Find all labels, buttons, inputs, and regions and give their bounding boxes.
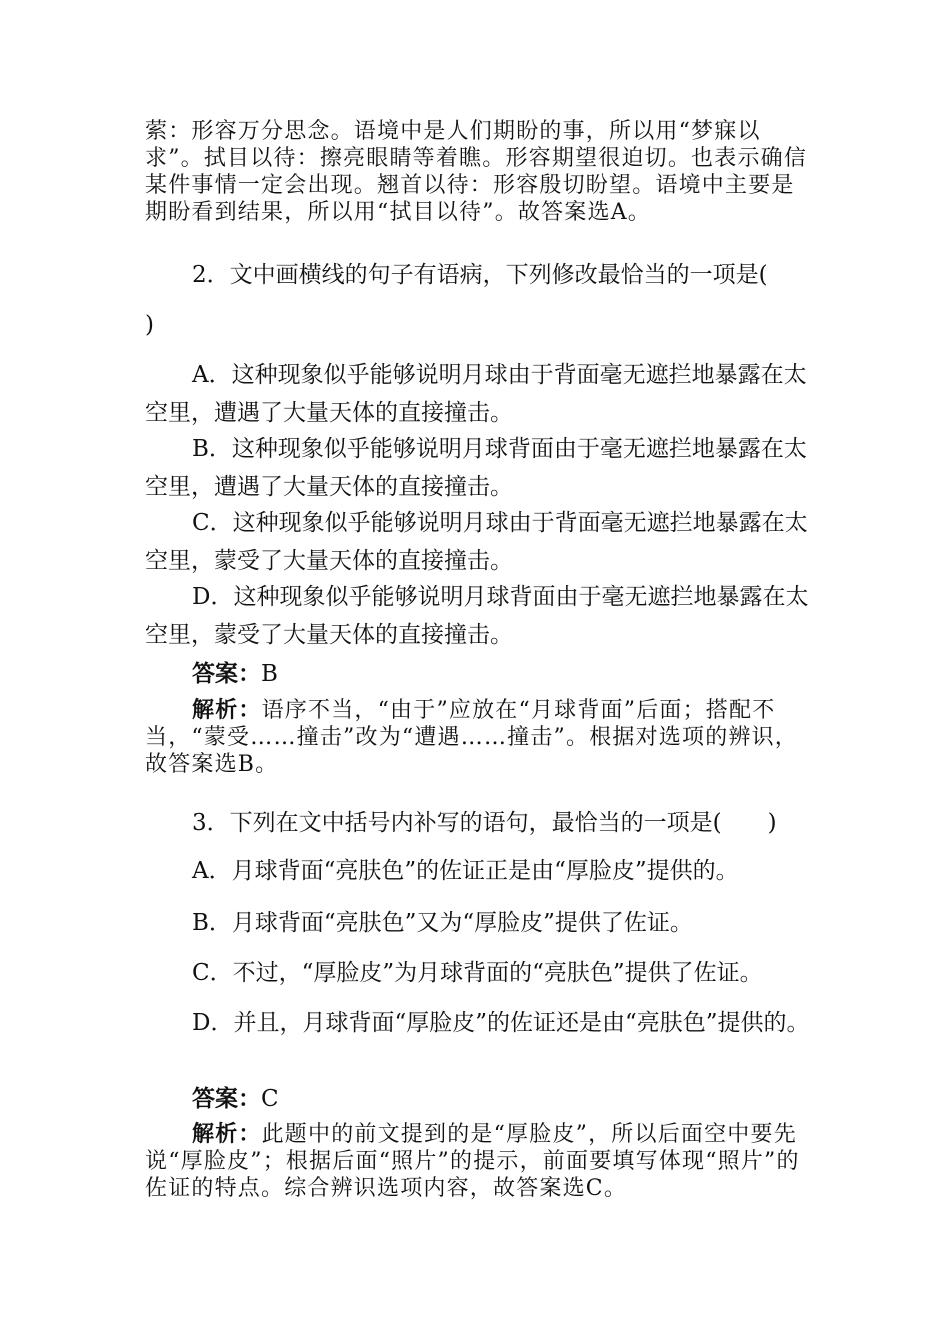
q3-answer-value: C [261,1086,279,1112]
q2-analysis-text: 语序不当，“由于”应放在“月球背面”后面；搭配不当，“蒙受……撞击”改为“遭遇……撞击”。根据对选项的辨识，故答案选B。 [145,698,798,777]
q3-answer [145,1080,810,1118]
q2-option-d: D．这种现象似乎能够说明月球背面由于毫无遮拦地暴露在太空里，蒙受了大量天体的直接撞击。 [145,584,809,648]
q2-option-a: A．这种现象似乎能够说明月球由于背面毫无遮拦地暴露在太空里，遭遇了大量天体的直接撞击。 [145,362,807,426]
q3-analysis [145,1121,810,1202]
q3-option-d: D．并且，月球背面“厚脸皮”的佐证还是由“亮肤色”提供的。 [192,1010,810,1036]
q2-analysis-label: 解析： [192,698,262,723]
q2-answer [145,655,810,693]
q2-answer-label: 答案： [192,661,261,687]
q3-stem: 3．下列在文中括号内补写的语句，最恰当的一项是( ) [192,810,777,836]
intro-explanation: 萦：形容万分思念。语境中是人们期盼的事，所以用“梦寐以求”。拭目以待：擦亮眼睛等着瞧。形容期望很迫切。也表示确信某件事情一定会出现。翘首以待：形容殷切盼望。语境中主要是期盼看到结果，所以用“拭目以待”。故答案选A。 [145,119,808,225]
q2-answer-value: B [261,661,278,687]
q3-option-c: C．不过，“厚脸皮”为月球背面的“亮肤色”提供了佐证。 [192,960,763,986]
q3-analysis-text: 此题中的前文提到的是“厚脸皮”，所以后面空中要先说“厚脸皮”；根据后面“照片”的提示，前面要填写体现“照片”的佐证的特点。综合辨识选项内容，故答案选C。 [145,1122,800,1201]
q2-option-c: C．这种现象似乎能够说明月球由于背面毫无遮拦地暴露在太空里，蒙受了大量天体的直接撞击。 [145,510,808,574]
q3-option-b: B．月球背面“亮肤色”又为“厚脸皮”提供了佐证。 [192,910,693,936]
q2-stem-close: ) [145,312,154,338]
q2-analysis [145,697,810,778]
q2-stem: 2．文中画横线的句子有语病，下列修改最恰当的一项是( [192,262,768,288]
q3-answer-label: 答案： [192,1086,261,1112]
q3-analysis-label: 解析： [192,1122,262,1147]
q3-option-a: A．月球背面“亮肤色”的佐证正是由“厚脸皮”提供的。 [192,858,739,884]
q2-option-b: B．这种现象似乎能够说明月球背面由于毫无遮拦地暴露在太空里，遭遇了大量天体的直接撞击。 [145,436,807,500]
